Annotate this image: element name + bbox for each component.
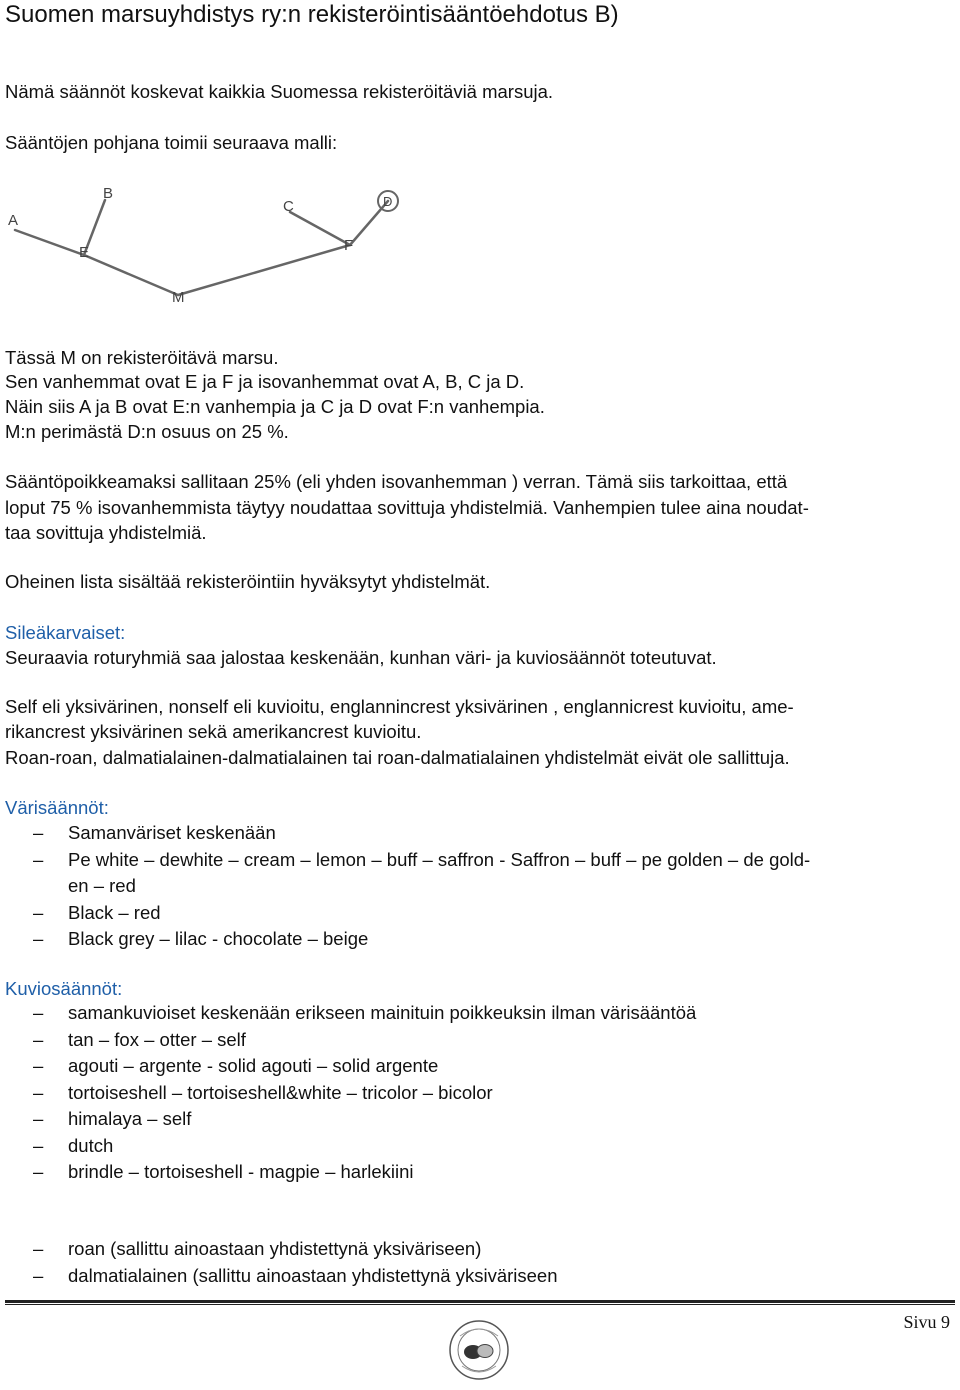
- node-m-label: M: [172, 289, 185, 306]
- list-item: – brindle – tortoiseshell - magpie – harlekiini: [5, 1159, 696, 1186]
- association-logo-icon: [448, 1318, 510, 1382]
- edge-e-m: [84, 255, 178, 295]
- node-b-label: B: [103, 185, 114, 202]
- color-rules-list: [5, 820, 810, 953]
- explain-line: Sen vanhemmat ovat E ja F ja isovanhemmat ovat A, B, C ja D.: [5, 371, 525, 392]
- list-item: – roan (sallittu ainoastaan yhdistettynä yksiväriseen): [5, 1236, 558, 1263]
- node-c-label: C: [283, 198, 294, 215]
- list-item: – Pe white – dewhite – cream – lemon – buff – saffron - Saffron – buff – pe golden – de gold-: [5, 847, 810, 874]
- exception-line: taa sovittuja yhdistelmiä.: [5, 522, 207, 543]
- dash-bullet: –: [33, 848, 44, 870]
- explain-line: M:n perimästä D:n osuus on 25 %.: [5, 421, 289, 442]
- self-text-line: Self eli yksivärinen, nonself eli kuvioitu, englannincrest yksivärinen , englannicrest kuvioitu, ame-: [5, 696, 794, 717]
- list-item: – agouti – argente - solid agouti – solid argente: [5, 1053, 696, 1080]
- dash-bullet: –: [33, 1134, 44, 1156]
- list-item: – Samanväriset keskenään: [5, 820, 810, 847]
- page-title: Suomen marsuyhdistys ry:n rekisteröintisääntöehdotus B): [5, 1, 619, 28]
- footer-divider: [5, 1300, 955, 1303]
- dash-bullet: –: [33, 1108, 44, 1129]
- intro-text-2: Sääntöjen pohjana toimii seuraava malli:: [5, 132, 338, 153]
- edge-m-f: [178, 245, 350, 295]
- list-item: – Black grey – lilac - chocolate – beige: [5, 926, 810, 953]
- list-item-continuation: en – red: [68, 875, 136, 896]
- explain-line: Näin siis A ja B ovat E:n vanhempia ja C ja D ovat F:n vanhempia.: [5, 396, 545, 417]
- dash-bullet: –: [33, 901, 44, 923]
- list-item: – tan – fox – otter – self: [5, 1027, 696, 1054]
- list-intro: Oheinen lista sisältää rekisteröintiin hyväksytyt yhdistelmät.: [5, 571, 491, 592]
- dash-bullet: –: [33, 1028, 44, 1050]
- node-e-label: E: [79, 244, 90, 261]
- smooth-text: Seuraavia roturyhmiä saa jalostaa keskenään, kunhan väri- ja kuviosäännöt toteutuvat.: [5, 647, 717, 668]
- node-d-label: D: [383, 194, 393, 209]
- self-text-line: Roan-roan, dalmatialainen-dalmatialainen tai roan-dalmatialainen yhdistelmät eivät ole sallittuja.: [5, 747, 790, 768]
- explain-line: Tässä M on rekisteröitävä marsu.: [5, 347, 279, 368]
- edge-a-e: [15, 230, 84, 255]
- list-item: – dutch: [5, 1133, 696, 1160]
- page-number: Sivu 9: [903, 1312, 950, 1332]
- smooth-heading: Sileäkarvaiset:: [5, 622, 126, 643]
- exception-line: Sääntöpoikkeamaksi sallitaan 25% (eli yhden isovanhemman ) verran. Tämä siis tarkoittaa, että: [5, 471, 788, 492]
- dash-bullet: –: [33, 928, 44, 949]
- list-item: – dalmatialainen (sallittu ainoastaan yhdistettynä yksiväriseen: [5, 1263, 558, 1290]
- pattern-rules-heading: Kuviosäännöt:: [5, 978, 123, 999]
- dash-bullet: –: [33, 1238, 44, 1259]
- list-item: – tortoiseshell – tortoiseshell&white – tricolor – bicolor: [5, 1080, 696, 1107]
- edge-c-f: [290, 212, 350, 245]
- exception-line: loput 75 % isovanhemmista täytyy noudattaa sovittuja yhdistelmiä. Vanhempien tulee aina noudat-: [5, 497, 809, 518]
- dash-bullet: –: [33, 1055, 44, 1076]
- dash-bullet: –: [33, 1002, 44, 1023]
- node-f-label: F: [344, 237, 354, 254]
- dash-bullet: –: [33, 1264, 44, 1286]
- dash-bullet: –: [33, 822, 44, 843]
- self-text-line: rikancrest yksivärinen sekä amerikancrest kuvioitu.: [5, 721, 422, 742]
- extra-rules-list: [5, 1236, 558, 1289]
- color-rules-heading: Värisäännöt:: [5, 797, 109, 818]
- intro-text-1: Nämä säännöt koskevat kaikkia Suomessa rekisteröitäviä marsuja.: [5, 81, 554, 102]
- list-item: – Black – red: [5, 900, 810, 927]
- pattern-rules-list: [5, 1000, 696, 1186]
- list-item: – himalaya – self: [5, 1106, 696, 1133]
- dash-bullet: –: [33, 1081, 44, 1103]
- pedigree-diagram: [0, 175, 420, 310]
- node-a-label: A: [8, 212, 19, 229]
- dash-bullet: –: [33, 1161, 44, 1182]
- list-item: – samankuvioiset keskenään erikseen mainituin poikkeuksin ilman värisääntöä: [5, 1000, 696, 1027]
- footer-divider-thin: [5, 1304, 955, 1305]
